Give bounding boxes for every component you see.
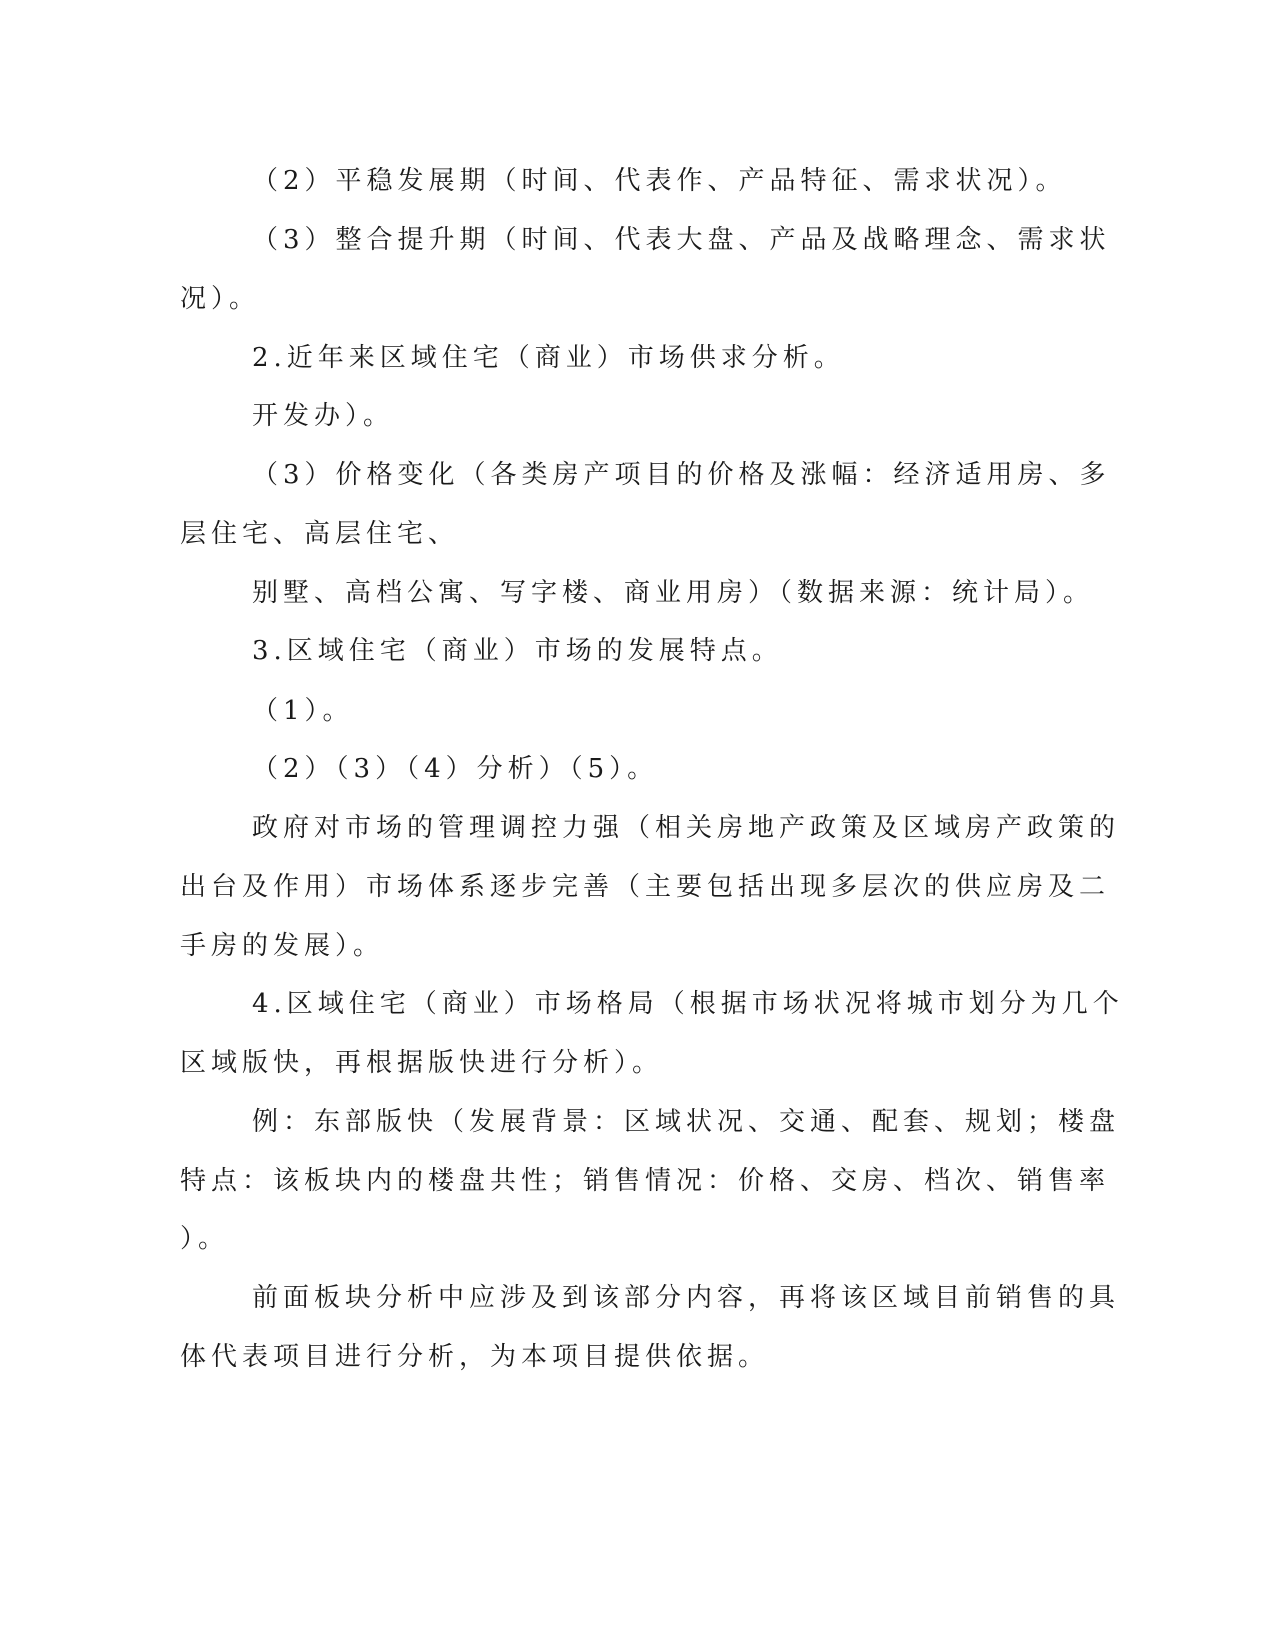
- text-line: 特点：该板块内的楼盘共性；销售情况：价格、交房、档次、销售率: [180, 1166, 1111, 1196]
- text-line: 4.区域住宅（商业）市场格局（根据市场状况将城市划分为几个: [252, 989, 1124, 1019]
- text-line: 手房的发展）。: [180, 931, 385, 961]
- text-line: 2.近年来区域住宅（商业）市场供求分析。: [252, 343, 845, 373]
- text-line: （1）。: [252, 696, 354, 726]
- text-line: 前面板块分析中应涉及到该部分内容，再将该区域目前销售的具: [252, 1283, 1121, 1313]
- text-line: 出台及作用）市场体系逐步完善（主要包括出现多层次的供应房及二: [180, 872, 1111, 902]
- text-line: 别墅、高档公寓、写字楼、商业用房）（数据来源：统计局）。: [252, 578, 1095, 608]
- text-line: 例：东部版快（发展背景：区域状况、交通、配套、规划；楼盘: [252, 1107, 1121, 1137]
- text-line: 体代表项目进行分析，为本项目提供依据。: [180, 1342, 770, 1372]
- text-line: （2）（3）（4）分析）（5）。: [252, 754, 659, 784]
- text-line: ）。: [180, 1224, 230, 1254]
- text-line: 政府对市场的管理调控力强（相关房地产政策及区域房产政策的: [252, 813, 1121, 843]
- text-line: 层住宅、高层住宅、: [180, 519, 460, 549]
- text-line: （2）平稳发展期（时间、代表作、产品特征、需求状况）。: [252, 166, 1067, 196]
- text-line: 区域版快，再根据版快进行分析）。: [180, 1048, 664, 1078]
- text-line: 况）。: [180, 284, 261, 314]
- text-line: （3）价格变化（各类房产项目的价格及涨幅：经济适用房、多: [252, 460, 1111, 490]
- text-line: （3）整合提升期（时间、代表大盘、产品及战略理念、需求状: [252, 225, 1111, 255]
- text-line: 开发办）。: [252, 401, 395, 431]
- text-line: 3.区域住宅（商业）市场的发展特点。: [252, 636, 783, 666]
